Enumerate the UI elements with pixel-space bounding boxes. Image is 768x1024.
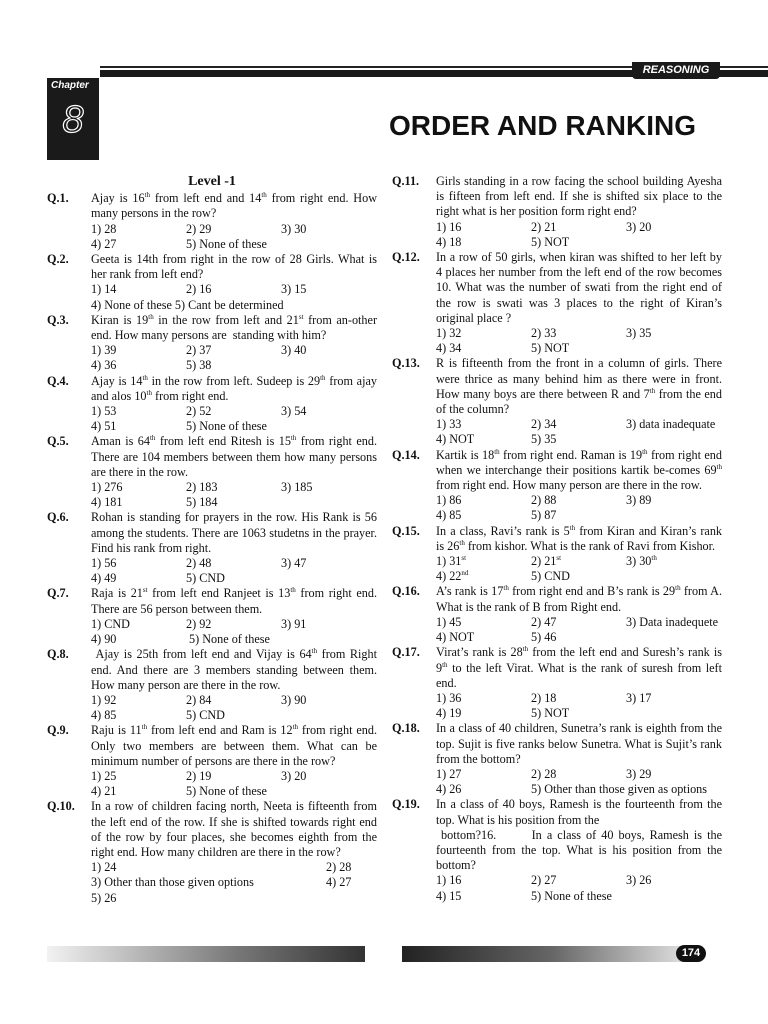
section-tab: REASONING [632, 62, 720, 79]
options-row [91, 891, 377, 906]
answer-option: 4) 27 [326, 875, 352, 890]
options-row [91, 556, 377, 571]
answer-option: 2) 21 [531, 219, 557, 234]
answer-option: 3) Other than those given options [91, 875, 254, 890]
question-text: Virat’s rank is 28th from the left end and Suresh’s rank is 9th to the left Virat. What is the rank of suresh from left end. [436, 645, 722, 690]
options-row [436, 569, 722, 584]
question-number: Q.7. [47, 586, 69, 601]
answer-option: 1) 39 [91, 343, 117, 358]
options-row [436, 235, 722, 250]
answer-option: 2) 34 [531, 417, 557, 432]
question-item [392, 174, 722, 250]
level-heading: Level -1 [188, 174, 236, 189]
answer-option: 5) None of these [186, 632, 270, 647]
answer-option: 1) 24 [91, 860, 117, 875]
question-text: Raja is 21st from left end Ranjeet is 13th from right end. There are 56 person between them. [91, 586, 377, 616]
options-row [436, 432, 722, 447]
answer-option: 2) 27 [531, 873, 557, 888]
question-item [392, 356, 722, 447]
options-row [436, 706, 722, 721]
answer-option: 1) 276 [91, 480, 123, 495]
answer-option: 2) 29 [186, 221, 212, 236]
question-number: Q.19. [392, 797, 420, 812]
question-number: Q.4. [47, 373, 69, 388]
page-title: ORDER AND RANKING [389, 110, 696, 141]
question-number: Q.17. [392, 645, 420, 660]
chapter-box [47, 78, 99, 160]
options-row [91, 769, 377, 784]
question-text: Raju is 11th from left end and Ram is 12th from right end. Only two members are between them. What can be minimum number of persons are there in the row? [91, 723, 377, 768]
options-row [436, 220, 722, 235]
answer-option: 4) 18 [436, 234, 462, 249]
right-column [392, 174, 722, 904]
answer-option: 1) 33 [436, 417, 462, 432]
answer-option: 5) None of these [531, 888, 612, 903]
question-text: Rohan is standing for prayers in the row. His Rank is 56 among the students. There are 1063 studetns in the prayer. Find his rank from right. [91, 510, 377, 555]
answer-option: 3) 90 [281, 692, 307, 707]
question-item [392, 797, 722, 903]
answer-option: 5) None of these [186, 236, 267, 251]
chapter-label: Chapter [51, 80, 89, 91]
question-number: Q.12. [392, 250, 420, 265]
answer-option: 2) 28 [531, 766, 557, 781]
question-text: Ajay is 16th from left end and 14th from right end. How many persons in the row? [91, 191, 377, 221]
options-row [91, 495, 377, 510]
question-item [392, 721, 722, 797]
options-row [436, 493, 722, 508]
answer-option: 5) None of these [186, 784, 267, 799]
footer-bar-right [402, 946, 702, 962]
question-text: Ajay is 14th in the row from left. Sudeep is 29th from ajay and alos 10th from right end. [91, 373, 377, 403]
question-item [392, 524, 722, 585]
options-row [436, 508, 722, 523]
options-row [436, 691, 722, 706]
answer-option: 2) 18 [531, 690, 557, 705]
question-number: Q.13. [392, 356, 420, 371]
question-number: Q.6. [47, 510, 69, 525]
left-column [47, 174, 377, 906]
answer-option: 4) 51 [91, 419, 117, 434]
answer-option: 3) 89 [626, 493, 652, 508]
options-row [91, 784, 377, 799]
question-number: Q.15. [392, 523, 420, 538]
answer-option: 3) 26 [626, 873, 652, 888]
options-row [91, 632, 377, 647]
answer-option: 5) CND [531, 569, 570, 584]
answer-option: 2) 92 [186, 616, 212, 631]
options-row [91, 419, 377, 434]
answer-option: 5) NOT [531, 706, 570, 721]
answer-option: 1) 16 [436, 873, 462, 888]
options-row [91, 358, 377, 373]
answer-option: 1) 25 [91, 768, 117, 783]
answer-option: 3) 40 [281, 343, 307, 358]
answer-option: 4) 15 [436, 888, 462, 903]
answer-option: 5) 38 [186, 358, 212, 373]
answer-option: 4) 34 [436, 341, 462, 356]
answer-option: 4) 181 [91, 495, 123, 510]
answer-option: 4) 85 [91, 708, 117, 723]
options-row [91, 860, 377, 875]
question-item [47, 252, 377, 313]
answer-option: 3) 91 [281, 616, 307, 631]
question-text: In a class of 40 boys, Ramesh is the fourteenth from the top. What is his position from the bottom?16. In a class of 40 boys, Ramesh is the fourteenth from the top. What is his position from the bottom? [436, 797, 722, 873]
answer-option: 2) 21st [531, 554, 562, 569]
options-row [91, 237, 377, 252]
question-text: In a row of children facing north, Neeta is fifteenth from the left end of the row. If she is shifted towards right end of the row by four places, she becomes eighth from the right end. How many children are there in the row? [91, 799, 377, 859]
answer-option: 3) 30 [281, 221, 307, 236]
question-number: Q.1. [47, 191, 69, 206]
question-number: Q.16. [392, 584, 420, 599]
question-number: Q.5. [47, 434, 69, 449]
options-row [436, 615, 722, 630]
options-row [91, 343, 377, 358]
answer-option: 1) 45 [436, 614, 462, 629]
footer-bar-left [47, 946, 365, 962]
answer-option: 5) 35 [531, 432, 557, 447]
question-text: Aman is 64th from left end Ritesh is 15th from right end. There are 104 members between them how many persons are there in the row. [91, 434, 377, 479]
answer-option: 3) data inadequate [626, 417, 716, 432]
answer-option: 3) 15 [281, 282, 307, 297]
question-item [47, 434, 377, 510]
answer-option: 3) 20 [626, 219, 652, 234]
answer-option: 4) NOT [436, 432, 475, 447]
answer-option: 5) CND [186, 571, 225, 586]
answer-option: 4) None of these 5) Cant be determined [91, 297, 284, 312]
answer-option: 3) 54 [281, 404, 307, 419]
answer-option: 1) 36 [436, 690, 462, 705]
options-row [91, 617, 377, 632]
options-row [436, 782, 722, 797]
options-row [91, 404, 377, 419]
answer-option: 5) NOT [531, 234, 570, 249]
answer-option: 2) 47 [531, 614, 557, 629]
question-item [392, 448, 722, 524]
question-item [47, 374, 377, 435]
question-item [47, 647, 377, 723]
answer-option: 1) 31st [436, 554, 467, 569]
question-item [392, 584, 722, 645]
question-item [392, 250, 722, 356]
question-text: Kartik is 18th from right end. Raman is 19th from right end when we interchange their positions kartik be-comes 69th from right end. How many person are there in the row. [436, 447, 722, 493]
answer-option: 1) CND [91, 616, 130, 631]
answer-option: 2) 48 [186, 556, 212, 571]
answer-option: 1) 14 [91, 282, 117, 297]
answer-option: 3) 17 [626, 690, 652, 705]
options-row [91, 480, 377, 495]
answer-option: 5) 184 [186, 495, 218, 510]
question-item [47, 510, 377, 586]
answer-option: 4) 19 [436, 706, 462, 721]
answer-option: 3) Data inadequete [626, 614, 719, 629]
answer-option: 2) 88 [531, 493, 557, 508]
answer-option: 4) 27 [91, 236, 117, 251]
answer-option: 4) 22nd [436, 569, 469, 584]
question-item [47, 191, 377, 252]
options-row [91, 298, 377, 313]
answer-option: 5) None of these [186, 419, 267, 434]
answer-option: 2) 183 [186, 480, 218, 495]
options-row [436, 417, 722, 432]
options-row [436, 767, 722, 782]
answer-option: 4) 36 [91, 358, 117, 373]
answer-option: 2) 52 [186, 404, 212, 419]
answer-option: 1) 16 [436, 219, 462, 234]
answer-option: 4) 85 [436, 508, 462, 523]
question-item [47, 586, 377, 647]
question-number: Q.3. [47, 312, 69, 327]
answer-option: 4) 90 [91, 632, 117, 647]
question-text: R is fifteenth from the front in a column of girls. There were thrice as many behind him as there were in front. How many boys are there between R and 7th from the end of the column? [436, 356, 722, 417]
options-row [436, 554, 722, 569]
answer-option: 5) 87 [531, 508, 557, 523]
answer-option: 5) 26 [91, 890, 117, 905]
answer-option: 2) 37 [186, 343, 212, 358]
options-row [436, 873, 722, 888]
question-item [47, 799, 377, 905]
question-number: Q.2. [47, 252, 69, 267]
answer-option: 3) 30th [626, 554, 657, 569]
question-number: Q.18. [392, 721, 420, 736]
answer-option: 3) 29 [626, 766, 652, 781]
answer-option: 2) 33 [531, 326, 557, 341]
answer-option: 3) 35 [626, 326, 652, 341]
answer-option: 2) 16 [186, 282, 212, 297]
options-row [436, 326, 722, 341]
options-row [91, 693, 377, 708]
question-text: Ajay is 25th from left end and Vijay is 64th from Right end. And there are 3 members standing between them. How many person are there in the row. [91, 647, 377, 692]
question-text: Kiran is 19th in the row from left and 21st from an-other end. How many persons are standing with him? [91, 312, 377, 343]
options-row [91, 708, 377, 723]
answer-option: 1) 27 [436, 766, 462, 781]
question-text: In a class, Ravi’s rank is 5th from Kiran and Kiran’s rank is 26th from kishor. What is the rank of Ravi from Kishor. [436, 523, 723, 553]
answer-option: 3) 185 [281, 480, 313, 495]
question-number: Q.11. [392, 174, 420, 188]
answer-option: 3) 20 [281, 768, 307, 783]
question-item [392, 645, 722, 721]
answer-option: 5) CND [186, 708, 225, 723]
page-number: 174 [676, 945, 706, 962]
answer-option: 3) 47 [281, 556, 307, 571]
question-item [47, 723, 377, 799]
question-number: Q.10. [47, 799, 75, 814]
question-number: Q.14. [392, 447, 420, 462]
answer-option: 2) 28 [326, 860, 352, 875]
answer-option: 1) 28 [91, 221, 117, 236]
question-number: Q.9. [47, 723, 69, 738]
answer-option: 4) 21 [91, 784, 117, 799]
answer-option: 5) NOT [531, 341, 570, 356]
question-text: In a class of 40 children, Sunetra’s rank is eighth from the top. Sujit is five ranks below Sunetra. What is Sujit’s rank from the bottom? [436, 721, 722, 766]
answer-option: 2) 84 [186, 692, 212, 707]
answer-option: 2) 19 [186, 768, 212, 783]
options-row [436, 341, 722, 356]
question-text: In a row of 50 girls, when kiran was shifted to her left by 4 places her number from the left end of the row becomes 10. What was the number of swati from the right end of the row is swati was 3 places to the right of Kiran’s original place ? [436, 250, 722, 325]
question-text: Geeta is 14th from right in the row of 28 Girls. What is her rank from left end? [91, 252, 377, 282]
options-row [91, 875, 377, 890]
question-item [47, 313, 377, 374]
options-row [91, 571, 377, 586]
answer-option: 4) 26 [436, 782, 462, 797]
options-row [91, 222, 377, 237]
answer-option: 1) 53 [91, 404, 117, 419]
options-row [91, 282, 377, 297]
answer-option: 1) 32 [436, 326, 462, 341]
question-number: Q.8. [47, 647, 69, 662]
chapter-number: 8 [62, 99, 84, 141]
question-text: Girls standing in a row facing the school building Ayesha is fifteen from left end. If she is shifted six place to the right what is her position form right end? [436, 174, 722, 219]
answer-option: 5) 46 [531, 630, 557, 645]
answer-option: 1) 56 [91, 556, 117, 571]
question-text: A’s rank is 17th from right end and B’s rank is 29th from A. What is the rank of B from Right end. [436, 584, 722, 614]
answer-option: 5) Other than those given as options [531, 782, 708, 797]
answer-option: 4) NOT [436, 630, 475, 645]
options-row [436, 889, 722, 904]
answer-option: 1) 86 [436, 493, 462, 508]
options-row [436, 630, 722, 645]
answer-option: 4) 49 [91, 571, 117, 586]
answer-option: 1) 92 [91, 692, 117, 707]
